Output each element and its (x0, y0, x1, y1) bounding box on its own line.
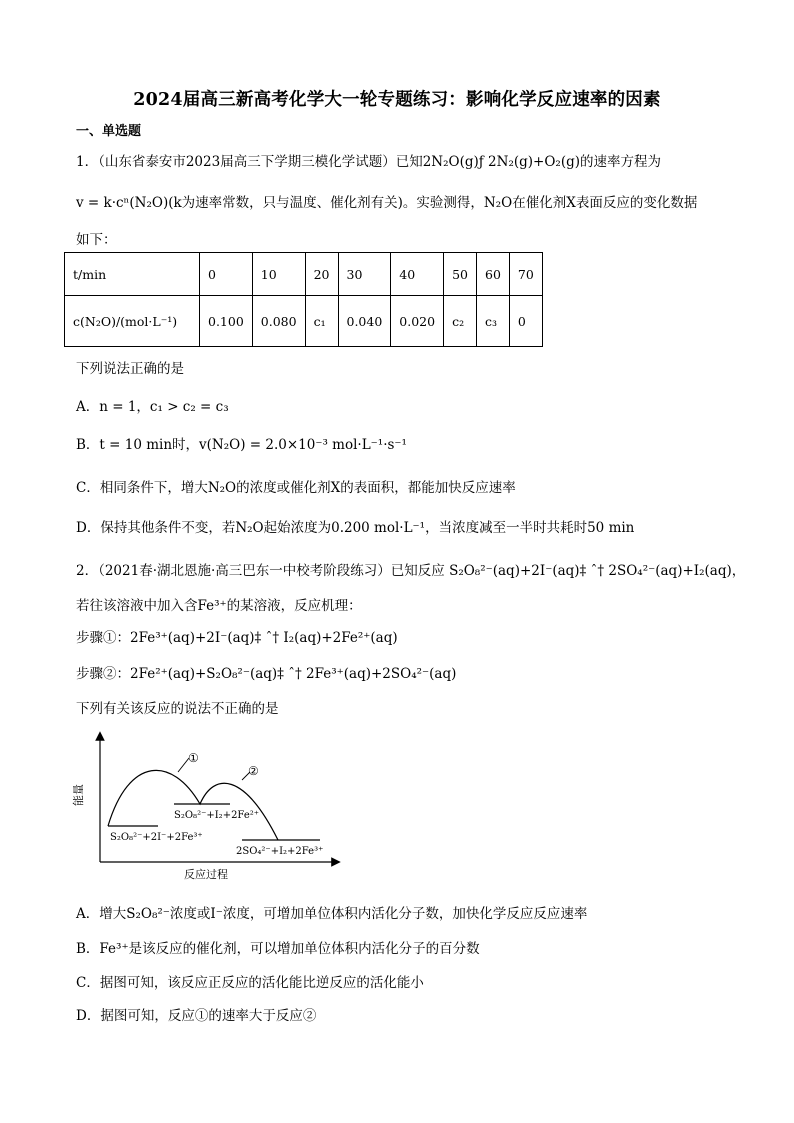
table-cell: 50 (444, 253, 477, 296)
q1-option-d: D．保持其他条件不变，若N₂O起始浓度为0.200 mol·L⁻¹，当浓度减至一半时共耗时50 min (76, 520, 635, 536)
q2-option-b: B．Fe³⁺是该反应的催化剂，可以增加单位体积内活化分子的百分数 (76, 941, 480, 957)
q1-stem: 下列说法正确的是 (76, 361, 184, 377)
q1-option-a: A．n = 1，c₁ > c₂ = c₃ (76, 399, 229, 415)
q1-line3: 如下： (76, 232, 117, 248)
table-cell: 0.020 (391, 296, 444, 347)
table-cell: 0.040 (338, 296, 391, 347)
state-mid-label: S₂O₈²⁻+I₂+2Fe²⁺ (174, 810, 260, 821)
q2-line2: 若往该溶液中加入含Fe³⁺的某溶液，反应机理： (76, 598, 362, 614)
table-cell: 70 (509, 253, 542, 296)
peak-2-label: ② (248, 764, 259, 778)
page-title: 2024届高三新高考化学大一轮专题练习：影响化学反应速率的因素 (133, 90, 661, 110)
q2-option-a: A．增大S₂O₈²⁻浓度或I⁻浓度，可增加单位体积内活化分子数，加快化学反应反应速率 (76, 906, 588, 922)
section-heading: 一、单选题 (76, 124, 142, 139)
table-cell: c₂ (444, 296, 477, 347)
table-cell: 0 (200, 253, 253, 296)
table-row (65, 253, 543, 296)
table-cell: c(N₂O)/(mol·L⁻¹) (65, 296, 200, 347)
q2-step2: 步骤②：2Fe²⁺(aq)+S₂O₈²⁻(aq)‡ ˆ† 2Fe³⁺(aq)+2SO₄²⁻(aq) (76, 666, 457, 682)
table-cell: 20 (305, 253, 338, 296)
peak-1-label: ① (188, 751, 199, 765)
q2-option-d: D．据图可知，反应①的速率大于反应② (76, 1008, 317, 1024)
y-axis-label: 能量 (72, 784, 85, 806)
state-start-label: S₂O₈²⁻+2I⁻+2Fe³⁺ (110, 832, 203, 843)
table-cell: c₁ (305, 296, 338, 347)
reaction-curve (108, 770, 278, 840)
table-cell: 60 (477, 253, 510, 296)
energy-diagram (74, 728, 344, 880)
q1-line2: v = k·cⁿ(N₂O)(k为速率常数，只与温度、催化剂有关)。实验测得，N₂O在催化剂X表面反应的变化数据 (76, 195, 698, 211)
state-end-label: 2SO₄²⁻+I₂+2Fe³⁺ (236, 846, 324, 857)
table-cell: 0.080 (252, 296, 305, 347)
q2-step1: 步骤①：2Fe³⁺(aq)+2I⁻(aq)‡ ˆ† I₂(aq)+2Fe²⁺(aq) (76, 630, 398, 646)
table-cell: 0.100 (200, 296, 253, 347)
table-cell: 10 (252, 253, 305, 296)
table-cell: 0 (509, 296, 542, 347)
q2-stem: 下列有关该反应的说法不正确的是 (76, 701, 279, 717)
q1-line1: 1．（山东省泰安市2023届高三下学期三模化学试题）已知2N₂O(g)ƒ 2N₂(g)+O₂(g)的速率方程为 (76, 154, 661, 170)
table-cell: 30 (338, 253, 391, 296)
q1-option-c: C．相同条件下，增大N₂O的浓度或催化剂X的表面积，都能加快反应速率 (76, 480, 516, 496)
table-cell: 40 (391, 253, 444, 296)
q2-option-c: C．据图可知，该反应正反应的活化能比逆反应的活化能小 (76, 975, 424, 991)
table-row (65, 296, 543, 347)
q2-line1: 2．（2021春·湖北恩施·高三巴东一中校考阶段练习）已知反应 S₂O₈²⁻(aq)+2I⁻(aq)‡ ˆ† 2SO₄²⁻(aq)+I₂(aq)， (76, 563, 746, 579)
q1-option-b: B．t = 10 min时，v(N₂O) = 2.0×10⁻³ mol·L⁻¹·s⁻¹ (76, 437, 407, 453)
x-axis-label: 反应过程 (184, 868, 228, 881)
table-cell: t/min (65, 253, 200, 296)
table-cell: c₃ (477, 296, 510, 347)
q1-data-table (64, 252, 543, 347)
